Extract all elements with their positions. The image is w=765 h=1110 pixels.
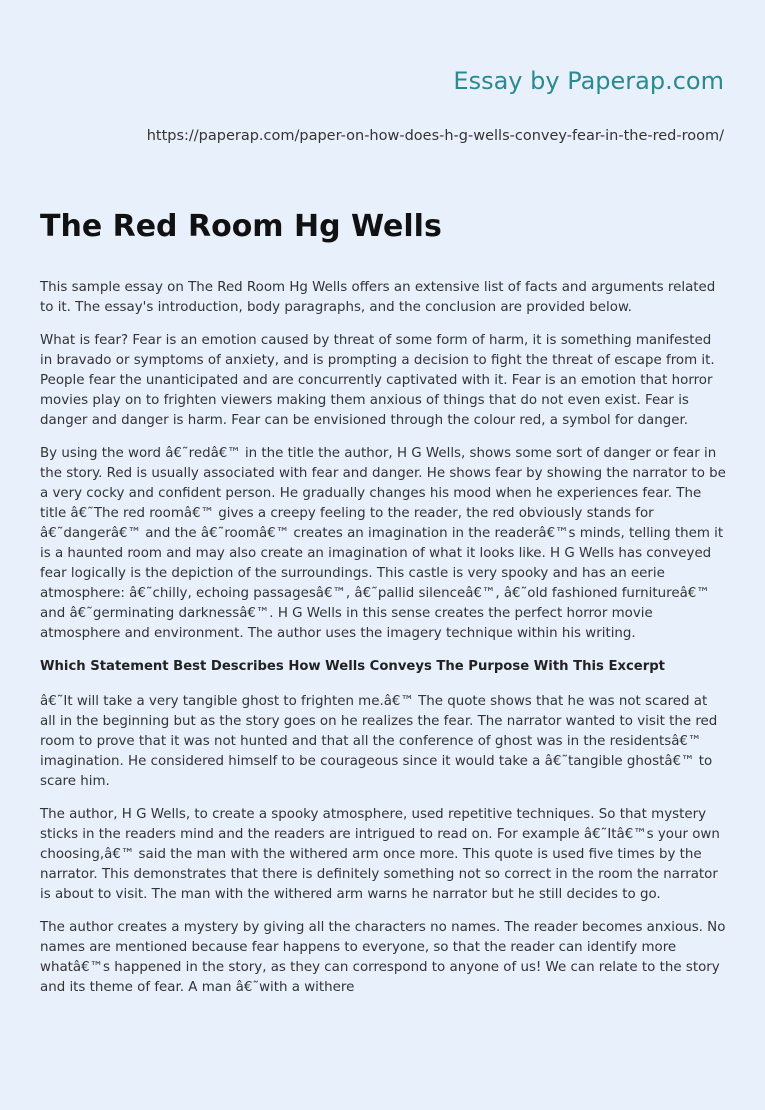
body-paragraph: What is fear? Fear is an emotion caused by threat of some form of harm, it is something manifested in bravado or symptoms of anxiety, and is prompting a decision to fight the threat of escape from it. People fear the unanticipated and are concurrently captivated with it. Fear is an emotion that horror movies play on to frighten viewers making them anxious of things that do not even exist. Fear is danger and danger is harm. Fear can be envisioned through the colour red, a symbol for danger. [40, 333, 715, 428]
article-body [40, 278, 727, 1011]
body-paragraph: By using the word â€˜redâ€™ in the title the author, H G Wells, shows some sort of danger or fear in the story. Red is usually associated with fear and danger. He shows fear by showing the narrator to be a very cocky and confident person. He gradually changes his mood when he experiences fear. The title â€˜The red roomâ€™ gives a creepy feeling to the reader, the red obviously stands for â€˜dangerâ€™ and the â€˜roomâ€™ creates an imagination in the readerâ€™s minds, telling them it is a haunted room and may also create an imagination of what it looks like. H G Wells has conveyed fear logically is the depiction of the surroundings. This castle is very spooky and has an eerie atmosphere: â€˜chilly, echoing passagesâ€™, â€˜pallid silenceâ€™, â€˜old fashioned furnitureâ€™ and â€˜germinating darknessâ€™. H G Wells in this sense creates the perfect horror movie atmosphere and environment. The author uses the imagery technique within his writing. [40, 446, 726, 641]
site-brand[interactable]: Essay by Paperap.com [453, 67, 724, 95]
section-heading: Which Statement Best Describes How Wells Conveys The Purpose With This Excerpt [40, 659, 665, 674]
page-title: The Red Room Hg Wells [40, 209, 442, 244]
source-url[interactable]: https://paperap.com/paper-on-how-does-h-g-wells-convey-fear-in-the-red-room/ [146, 128, 724, 144]
body-paragraph: The author creates a mystery by giving all the characters no names. The reader becomes anxious. No names are mentioned because fear happens to everyone, so that the reader can identify more whatâ€™s happened in the story, as they can correspond to anyone of us! We can relate to the story and its theme of fear. A man â€˜with a withere [40, 920, 726, 995]
body-paragraph: â€˜It will take a very tangible ghost to frighten me.â€™ The quote shows that he was not scared at all in the beginning but as the story goes on he realizes the fear. The narrator wanted to visit the red room to prove that it was not hunted and that all the conference of ghost was in the residentsâ€™ imagination. He considered himself to be courageous since it would take a â€˜tangible ghostâ€™ to scare him. [40, 694, 718, 789]
body-paragraph: The author, H G Wells, to create a spooky atmosphere, used repetitive techniques. So that mystery sticks in the readers mind and the readers are intrigued to read on. For example â€˜Itâ€™s your own choosing,â€™ said the man with the withered arm once more. This quote is used five times by the narrator. This demonstrates that there is definitely something not so correct in the room the narrator is about to visit. The man with the withered arm warns he narrator but he still decides to go. [40, 807, 720, 902]
intro-paragraph: This sample essay on The Red Room Hg Wells offers an extensive list of facts and arguments related to it. The essay's introduction, body paragraphs, and the conclusion are provided below. [40, 280, 716, 315]
